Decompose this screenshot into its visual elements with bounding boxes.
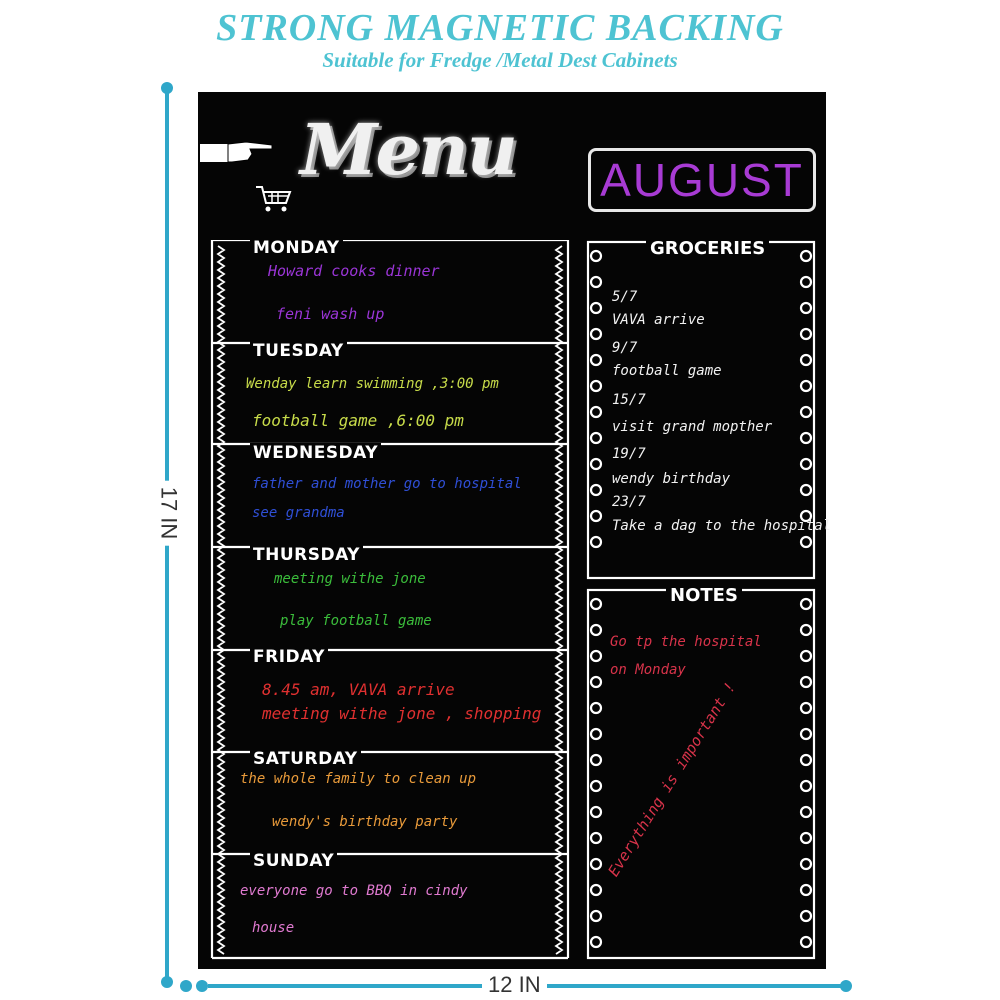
scallop-mark	[801, 407, 811, 417]
tuesday-note-1: Wenday learn swimming ,3:00 pm	[246, 376, 499, 392]
sunday-note-1: everyone go to BBQ in cindy	[240, 883, 468, 899]
scallop-mark	[591, 677, 601, 687]
thursday-note-2: play football game	[280, 613, 432, 629]
wednesday-note-2: see grandma	[252, 505, 345, 521]
scallop-mark	[801, 485, 811, 495]
scallop-mark	[801, 781, 811, 791]
subheadline: Suitable for Fredge /Metal Dest Cabinets	[322, 48, 678, 72]
scallop-mark	[591, 433, 601, 443]
scallop-mark	[801, 729, 811, 739]
day-title-tuesday: TUESDAY	[250, 341, 347, 361]
scallop-mark	[591, 459, 601, 469]
notes-diagonal-text: Everything is important !	[604, 678, 740, 880]
groceries-line: 23/7	[612, 494, 646, 510]
groceries-line: wendy birthday	[612, 471, 731, 487]
scallop-mark	[801, 381, 811, 391]
friday-note-1: 8.45 am, VAVA arrive	[262, 680, 455, 699]
saturday-note-2: wendy's birthday party	[272, 814, 458, 830]
monday-note-2: feni wash up	[276, 305, 385, 323]
scallop-mark	[801, 833, 811, 843]
sunday-note-2: house	[252, 920, 295, 936]
scallop-mark	[591, 355, 601, 365]
scallop-mark	[801, 459, 811, 469]
scallop-mark	[591, 833, 601, 843]
scallop-mark	[801, 599, 811, 609]
scallop-mark	[801, 537, 811, 547]
dimension-dot	[180, 980, 192, 992]
scallop-mark	[801, 625, 811, 635]
scallop-mark	[591, 407, 601, 417]
scallop-mark	[591, 937, 601, 947]
scallop-mark	[591, 381, 601, 391]
scallop-mark	[801, 755, 811, 765]
groceries-line: 15/7	[612, 392, 646, 408]
notes-line: Go tp the hospital	[610, 634, 762, 650]
scallop-mark	[801, 859, 811, 869]
groceries-line: VAVA arrive	[612, 312, 705, 328]
scallop-mark	[591, 911, 601, 921]
scallop-mark	[801, 277, 811, 287]
scallop-mark	[801, 329, 811, 339]
scallop-mark	[801, 303, 811, 313]
tuesday-note-2: football game ,6:00 pm	[252, 411, 464, 430]
month-box	[588, 148, 816, 212]
scallop-mark	[801, 937, 811, 947]
month-label: AUGUST	[600, 154, 804, 206]
scallop-mark	[591, 651, 601, 661]
scallop-mark	[801, 355, 811, 365]
groceries-title: GROCERIES	[646, 238, 769, 259]
scallop-mark	[591, 859, 601, 869]
groceries-line: Take a dag to the hospital	[612, 518, 832, 534]
scallop-mark	[801, 703, 811, 713]
dimension-dot	[196, 980, 208, 992]
scallop-mark	[591, 703, 601, 713]
day-title-monday: MONDAY	[250, 238, 343, 258]
day-title-saturday: SATURDAY	[250, 749, 361, 769]
groceries-line: football game	[612, 363, 722, 379]
scallop-mark	[591, 251, 601, 261]
day-title-sunday: SUNDAY	[250, 851, 337, 871]
scallop-mark	[801, 911, 811, 921]
saturday-note-1: the whole family to clean up	[240, 771, 477, 787]
width-label: 12 IN	[482, 972, 547, 998]
scallop-mark	[801, 677, 811, 687]
scallop-mark	[591, 329, 601, 339]
scallop-mark	[591, 781, 601, 791]
scallop-mark	[591, 599, 601, 609]
dimension-dot	[840, 980, 852, 992]
scallop-mark	[591, 485, 601, 495]
dimension-dot	[161, 976, 173, 988]
scallop-mark	[591, 729, 601, 739]
groceries-line: 5/7	[612, 289, 638, 305]
scallop-mark	[591, 511, 601, 521]
scallop-mark	[591, 537, 601, 547]
thursday-note-1: meeting withe jone	[274, 571, 426, 587]
scallop-mark	[801, 251, 811, 261]
notes-line: on Monday	[610, 662, 686, 678]
groceries-line: 9/7	[612, 340, 638, 356]
monday-note-1: Howard cooks dinner	[268, 262, 440, 280]
day-title-thursday: THURSDAY	[250, 545, 363, 565]
groceries-line: 19/7	[612, 446, 646, 462]
day-title-friday: FRIDAY	[250, 647, 328, 667]
zigzag-border	[556, 246, 562, 954]
friday-note-2: meeting withe jone , shopping	[262, 704, 542, 723]
shopping-cart-icon	[254, 184, 294, 214]
menu-title: Menu	[300, 108, 516, 191]
groceries-line: visit grand mopther	[612, 419, 773, 435]
scallop-mark	[801, 433, 811, 443]
scallop-mark	[801, 885, 811, 895]
scallop-mark	[591, 303, 601, 313]
scallop-mark	[591, 755, 601, 765]
scallop-mark	[801, 651, 811, 661]
scallop-mark	[591, 885, 601, 895]
scallop-mark	[801, 807, 811, 817]
notes-title: NOTES	[666, 585, 742, 606]
scallop-mark	[591, 807, 601, 817]
scallop-mark	[591, 277, 601, 287]
wednesday-note-1: father and mother go to hospital	[252, 476, 522, 492]
zigzag-border	[218, 246, 224, 954]
headline: STRONG MAGNETIC BACKING	[216, 7, 784, 49]
day-title-wednesday: WEDNESDAY	[250, 443, 381, 463]
height-label: 17 IN	[155, 481, 181, 546]
pointing-hand-icon	[200, 136, 276, 166]
scallop-mark	[591, 625, 601, 635]
